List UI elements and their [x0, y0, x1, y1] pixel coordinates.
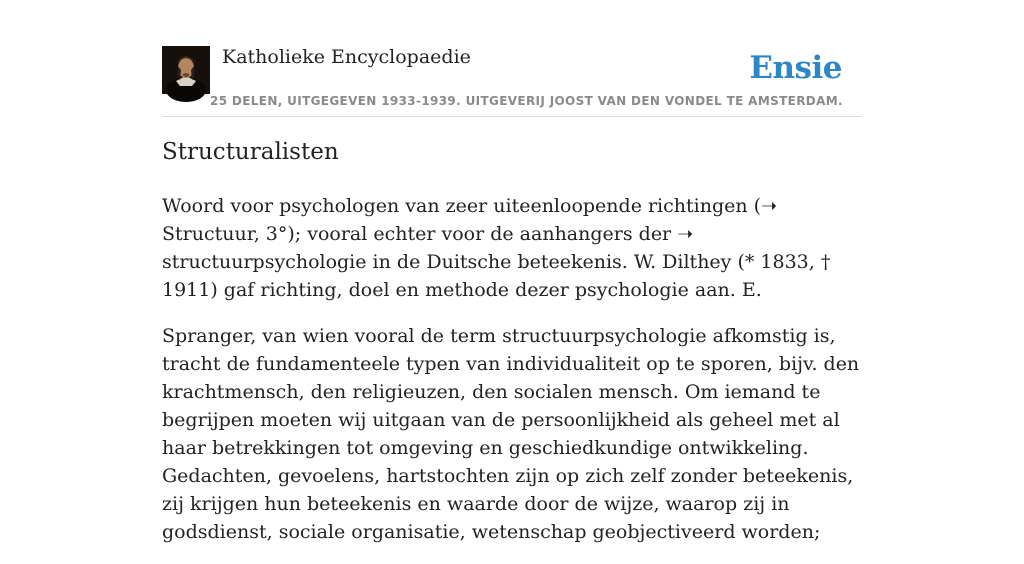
source-subtitle: 25 DELEN, UITGEGEVEN 1933-1939. UITGEVERIJ JOOST VAN DEN VONDEL TE AMSTERDAM. [210, 94, 843, 108]
source-avatar[interactable] [162, 46, 210, 94]
source-header [162, 44, 862, 117]
paragraph-1-text-a: Woord voor psychologen van zeer uiteenloopende richtingen ( [162, 195, 762, 217]
portrait-icon [162, 46, 210, 94]
entry-body [162, 192, 862, 564]
source-title-link[interactable]: Katholieke Encyclopaedie [222, 46, 471, 68]
entry-title: Structuralisten [162, 139, 339, 165]
ensie-logo[interactable]: Ensie [749, 50, 842, 86]
paragraph-1-text-c: in de Duitsche beteekenis. W. Dilthey (* 1833, † 1911) gaf richting, doel en methode dezer psychologie aan. E. [162, 251, 831, 301]
xref-link-structuur[interactable]: ➝ Structuur [162, 195, 777, 245]
paragraph-2: Spranger, van wien vooral de term structuurpsychologie afkomstig is, tracht de fundamenteele typen van individualiteit op te sporen, bijv. den krachtmensch, den religieuzen, den socialen mensch. Om iemand te begrijpen moeten wij uitgaan van de persoonlijkheid als geheel met al haar betrekkingen tot omgeving en geschiedkundige ontwikkeling. Gedachten, gevoelens, hartstochten zijn op zich zelf zonder beteekenis, zij krijgen hun beteekenis en waarde door de wijze, waarop zij in godsdienst, sociale organisatie, wetenschap geobjectiveerd worden; [162, 325, 860, 543]
paragraph-1-text-b: , 3°); vooral echter voor de aanhangers der [253, 223, 678, 245]
xref-link-structuurpsychologie[interactable]: ➝ structuurpsychologie [162, 223, 694, 273]
paragraph-1 [162, 192, 862, 304]
